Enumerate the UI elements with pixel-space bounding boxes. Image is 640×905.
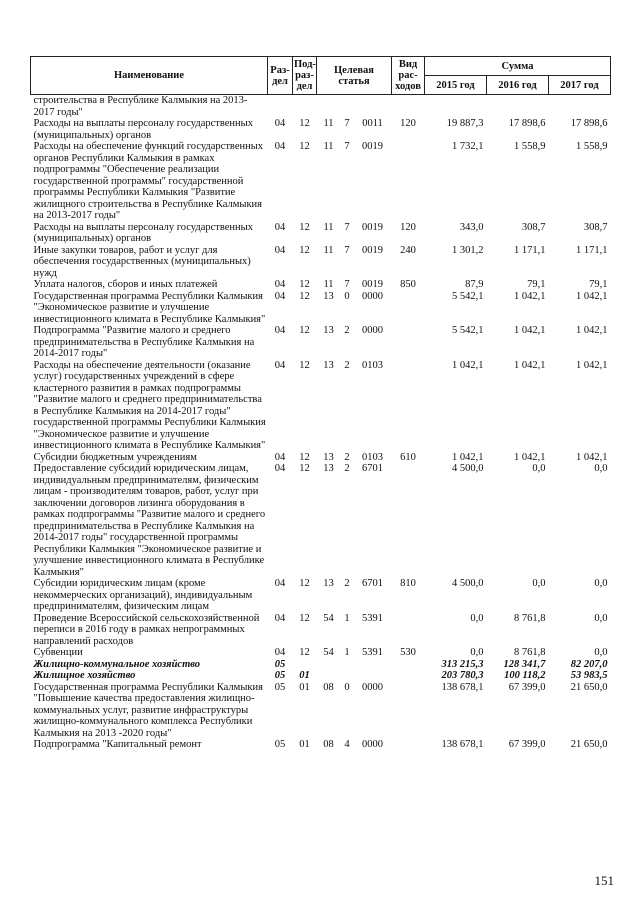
header-2017: 2017 год: [549, 76, 611, 95]
row-sum-2016: 128 341,7: [503, 658, 546, 670]
header-razdel: Раз-дел: [268, 57, 293, 95]
row-razdel: 04: [274, 359, 286, 371]
row-target-part2: 1: [344, 647, 350, 658]
row-sum-2017: 1 042,1: [576, 359, 608, 371]
row-target-part3: 6701: [362, 578, 383, 589]
row-sum-2017: 21 650,0: [570, 681, 608, 693]
table-row: [31, 739, 611, 751]
row-sum-2017: 21 650,0: [570, 739, 608, 750]
row-target-part2: 2: [344, 578, 350, 589]
row-sum-2015: [425, 95, 487, 119]
row-sum-2015: 5 542,1: [452, 325, 484, 336]
row-name: Субсидии юридическим лицам (кроме некоммерческих организаций), индивидуальным предпринимателям, физическим лицам: [33, 578, 253, 612]
row-sum-2015: 0,0: [470, 612, 484, 624]
row-target-part3: 5391: [362, 647, 383, 658]
row-target-part2: 7: [344, 141, 350, 152]
row-target-part1: 11: [323, 244, 334, 256]
row-sum-2016: 1 042,1: [514, 451, 546, 463]
row-sum-2016: 1 171,1: [514, 244, 546, 256]
table-row: [31, 360, 611, 452]
row-target-part2: [341, 95, 354, 119]
row-sum-2015: 19 887,3: [446, 118, 484, 129]
row-name: Расходы на обеспечение деятельности (оказание услуг) государственных учреждений в сфере кластерного развития в рамках подпрограммы "Развитие малого и среднего предпринимательства в Республике Калмыкия на 2014-2017 годы" государственной программы Республики Калмыкия "Экономическое развитие и улучшение инвестиционного климата в Республике Калмыкия": [33, 359, 266, 451]
row-target-part1: 13: [323, 451, 334, 463]
row-podrazdel: [293, 659, 317, 671]
row-sum-2017: 1 558,9: [576, 141, 608, 152]
row-podrazdel: 01: [299, 681, 310, 693]
row-target-part2: 7: [344, 244, 350, 256]
row-target-part3: 0011: [362, 118, 383, 129]
row-expense-type: [392, 463, 425, 578]
row-razdel: 05: [274, 658, 286, 670]
row-name: Государственная программа Республики Калмыкия "Повышение качества предоставления жилищно-коммунальных услуг, развитие инфраструктуры жилищно-коммунального комплекса Республики Калмыкия на 2013 -2020 годы": [33, 681, 263, 739]
row-sum-2017: [549, 95, 611, 119]
row-name: Субвенции: [33, 647, 83, 658]
row-sum-2016: 1 042,1: [514, 359, 546, 371]
row-podrazdel: 12: [299, 647, 310, 658]
row-target-part1: 54: [323, 647, 334, 658]
table-row: [31, 463, 611, 578]
row-target-part2: 0: [344, 290, 350, 302]
header-name: Наименование: [31, 57, 268, 95]
header-podrazdel: Под-раз-дел: [293, 57, 317, 95]
row-name: Уплата налогов, сборов и иных платежей: [33, 279, 218, 290]
row-sum-2017: 1 042,1: [576, 451, 608, 463]
table-row: [31, 682, 611, 740]
row-sum-2015: 0,0: [470, 647, 484, 658]
row-sum-2017: 308,7: [583, 221, 608, 233]
row-sum-2015: 138 678,1: [441, 739, 484, 750]
row-expense-type: 610: [400, 451, 416, 463]
row-target-part3: 0000: [362, 290, 383, 302]
table-header: [31, 57, 611, 95]
row-expense-type: [392, 659, 425, 671]
row-razdel: 04: [274, 451, 286, 463]
row-razdel: 04: [274, 647, 286, 658]
table-row: [31, 647, 611, 659]
row-sum-2016: 8 761,8: [514, 647, 546, 658]
header-vid: Вид рас-ходов: [392, 57, 425, 95]
header-tselevaya: Целевая статья: [317, 57, 392, 95]
table-row: [31, 613, 611, 648]
row-sum-2017: 17 898,6: [570, 118, 608, 129]
row-podrazdel: 12: [299, 451, 310, 463]
row-podrazdel: 12: [299, 279, 310, 290]
row-expense-type: [392, 95, 425, 119]
row-sum-2016: 79,1: [527, 279, 546, 290]
row-razdel: 04: [274, 244, 286, 256]
row-target-part3: 0019: [362, 141, 383, 152]
row-target-part3: 0103: [362, 451, 383, 463]
row-sum-2015: 1 301,2: [452, 244, 484, 256]
table-row: [31, 141, 611, 222]
budget-table: [30, 56, 611, 751]
row-sum-2017: 0,0: [594, 612, 608, 624]
row-sum-2016: 308,7: [521, 221, 546, 233]
row-expense-type: 850: [400, 279, 416, 290]
row-name: Жилищно-коммунальное хозяйство: [33, 658, 201, 670]
row-target-part1: 54: [323, 612, 334, 624]
row-podrazdel: 12: [299, 221, 310, 233]
row-target-part1: [317, 670, 341, 682]
row-target-part3: 0000: [362, 739, 383, 750]
row-razdel: 04: [274, 221, 286, 233]
row-name: Расходы на выплаты персоналу государственных (муниципальных) органов: [33, 118, 253, 141]
row-target-part2: [341, 659, 354, 671]
row-expense-type: 530: [400, 647, 416, 658]
row-sum-2016: 1 042,1: [514, 325, 546, 336]
header-summa: Сумма: [425, 57, 611, 76]
table-row: [31, 325, 611, 360]
row-target-part2: 1: [344, 612, 350, 624]
row-target-part2: 7: [344, 118, 350, 129]
row-sum-2016: 67 399,0: [508, 739, 546, 750]
row-sum-2016: 0,0: [532, 463, 546, 474]
row-sum-2015: 203 780,3: [441, 670, 484, 681]
row-target-part3: 0000: [362, 325, 383, 336]
row-sum-2017: 1 042,1: [576, 290, 608, 302]
row-name: Иные закупки товаров, работ и услуг для обеспечения государственных (муниципальных) нужд: [33, 244, 251, 279]
row-razdel: 04: [274, 279, 286, 290]
row-podrazdel: 12: [299, 118, 310, 129]
row-sum-2015: 138 678,1: [441, 681, 484, 693]
row-expense-type: [392, 360, 425, 452]
row-target-part2: 7: [344, 279, 350, 290]
row-target-part1: 13: [323, 463, 334, 474]
row-expense-type: 240: [400, 244, 416, 256]
row-target-part2: [341, 670, 354, 682]
row-expense-type: [392, 291, 425, 326]
row-target-part1: 13: [323, 325, 334, 336]
page-number: 151: [594, 873, 614, 888]
row-podrazdel: 12: [299, 141, 310, 152]
row-razdel: 04: [274, 141, 286, 152]
row-target-part2: 2: [344, 325, 350, 336]
header-2016: 2016 год: [487, 76, 549, 95]
row-podrazdel: 12: [299, 578, 310, 589]
row-podrazdel: 12: [299, 290, 310, 302]
row-target-part3: 6701: [362, 463, 383, 474]
row-target-part1: 08: [323, 739, 334, 750]
row-target-part2: 2: [344, 463, 350, 474]
table-row: [31, 578, 611, 613]
row-target-part1: 08: [323, 681, 334, 693]
row-sum-2015: 1 042,1: [452, 359, 484, 371]
row-sum-2016: 1 558,9: [514, 141, 546, 152]
row-target-part3: [354, 95, 392, 119]
row-razdel: 05: [274, 670, 286, 681]
row-razdel: [268, 95, 293, 119]
row-sum-2015: 343,0: [459, 221, 484, 233]
row-podrazdel: 12: [299, 325, 310, 336]
table-row: [31, 95, 611, 119]
row-name: Предоставление субсидий юридическим лицам, индивидуальным предпринимателям, физическим лицам - производителям товаров, работ, услуг при заключении договоров лизинга оборудования в рамках подпрограммы "Развитие малого и среднего предпринимательства в Республике Калмыкия на 2014-2017 годы" государственной программы Республики Калмыкия "Экономическое развитие и улучшение инвестиционного климата в Республике Калмыкия": [33, 463, 266, 578]
row-sum-2017: 53 983,5: [570, 670, 608, 681]
row-expense-type: [392, 325, 425, 360]
row-target-part1: 11: [323, 141, 334, 152]
row-expense-type: 120: [400, 221, 416, 233]
row-target-part3: [354, 670, 392, 682]
row-podrazdel: 12: [299, 359, 310, 371]
row-razdel: 04: [274, 325, 286, 336]
row-target-part3: 0000: [362, 681, 383, 693]
row-sum-2015: 313 215,3: [441, 658, 484, 670]
row-podrazdel: [293, 95, 317, 119]
row-sum-2017: 1 042,1: [576, 325, 608, 336]
row-razdel: 04: [274, 578, 286, 589]
row-sum-2015: 4 500,0: [452, 463, 484, 474]
row-target-part2: 4: [344, 739, 350, 750]
row-sum-2016: 100 118,2: [504, 670, 546, 681]
row-sum-2015: 1 042,1: [452, 451, 484, 463]
table-body: [31, 95, 611, 751]
row-sum-2017: 0,0: [594, 647, 608, 658]
row-sum-2015: 5 542,1: [452, 290, 484, 302]
table-row: [31, 118, 611, 141]
row-name: Субсидии бюджетным учреждениям: [33, 451, 197, 463]
row-podrazdel: 12: [299, 463, 310, 474]
table-row: [31, 279, 611, 291]
row-expense-type: [392, 141, 425, 222]
table-row: [31, 222, 611, 245]
row-name: строительства в Республике Калмыкия на 2013-2017 годы": [33, 95, 248, 118]
row-expense-type: [392, 613, 425, 648]
row-sum-2017: 0,0: [594, 578, 608, 589]
row-target-part1: [317, 95, 341, 119]
row-sum-2016: [487, 95, 549, 119]
row-podrazdel: 01: [299, 739, 310, 750]
row-target-part3: 0019: [362, 244, 383, 256]
row-razdel: 04: [274, 290, 286, 302]
row-razdel: 04: [274, 612, 286, 624]
row-target-part2: 0: [344, 681, 350, 693]
row-expense-type: [392, 682, 425, 740]
row-podrazdel: 12: [299, 612, 310, 624]
row-sum-2015: 87,9: [465, 279, 484, 290]
row-podrazdel: 01: [299, 670, 310, 681]
row-target-part3: [354, 659, 392, 671]
row-target-part2: 2: [344, 359, 350, 371]
row-sum-2016: 17 898,6: [508, 118, 546, 129]
row-sum-2015: 4 500,0: [452, 578, 484, 589]
row-razdel: 04: [274, 463, 286, 474]
row-target-part2: 2: [344, 451, 350, 463]
table-row: [31, 291, 611, 326]
row-sum-2017: 1 171,1: [576, 244, 608, 256]
row-expense-type: [392, 670, 425, 682]
row-target-part3: 0019: [362, 221, 383, 233]
row-target-part1: 11: [323, 279, 334, 290]
row-target-part1: 11: [323, 118, 334, 129]
row-name: Государственная программа Республики Калмыкия "Экономическое развитие и улучшение инвестиционного климата в Республике Калмыкия": [33, 290, 266, 325]
row-podrazdel: 12: [299, 244, 310, 256]
row-razdel: 05: [274, 739, 286, 750]
row-target-part1: 13: [323, 578, 334, 589]
row-target-part2: 7: [344, 221, 350, 233]
row-name: Подпрограмма "Капитальный ремонт: [33, 739, 202, 750]
header-2015: 2015 год: [425, 76, 487, 95]
row-name: Подпрограмма "Развитие малого и среднего предпринимательства в Республике Калмыкия на 2014-2017 годы": [33, 325, 255, 359]
row-sum-2016: 8 761,8: [514, 612, 546, 624]
row-expense-type: [392, 739, 425, 751]
table-row: [31, 452, 611, 464]
row-razdel: 05: [274, 681, 286, 693]
row-sum-2015: 1 732,1: [452, 141, 484, 152]
row-name: Расходы на выплаты персоналу государственных (муниципальных) органов: [33, 221, 253, 244]
table-row: [31, 245, 611, 280]
row-target-part1: 13: [323, 359, 334, 371]
row-target-part3: 0103: [362, 359, 383, 371]
row-expense-type: 810: [400, 578, 416, 589]
table-row: [31, 670, 611, 682]
row-name: Жилищное хозяйство: [33, 670, 136, 681]
table-row: [31, 659, 611, 671]
row-sum-2017: 79,1: [589, 279, 608, 290]
row-sum-2017: 0,0: [594, 463, 608, 474]
row-expense-type: 120: [400, 118, 416, 129]
row-target-part3: 0019: [362, 279, 383, 290]
row-sum-2016: 67 399,0: [508, 681, 546, 693]
row-target-part1: [317, 659, 341, 671]
row-sum-2017: 82 207,0: [570, 658, 608, 670]
row-sum-2016: 1 042,1: [514, 290, 546, 302]
row-razdel: 04: [274, 118, 286, 129]
row-target-part3: 5391: [362, 612, 383, 624]
row-name: Расходы на обеспечение функций государственных органов Республики Калмыкия в рамках подпрограммы "Обеспечение реализации государственной программы" государственной программы Республики Калмыкия "Развитие жилищного строительства в Республике Калмыкия на 2013-2017 годы": [33, 141, 264, 221]
row-target-part1: 11: [323, 221, 334, 233]
row-target-part1: 13: [323, 290, 334, 302]
row-sum-2016: 0,0: [532, 578, 546, 589]
row-name: Проведение Всероссийской сельскохозяйственной переписи в 2016 году в рамках непрограммных направлений расходов: [33, 612, 260, 647]
